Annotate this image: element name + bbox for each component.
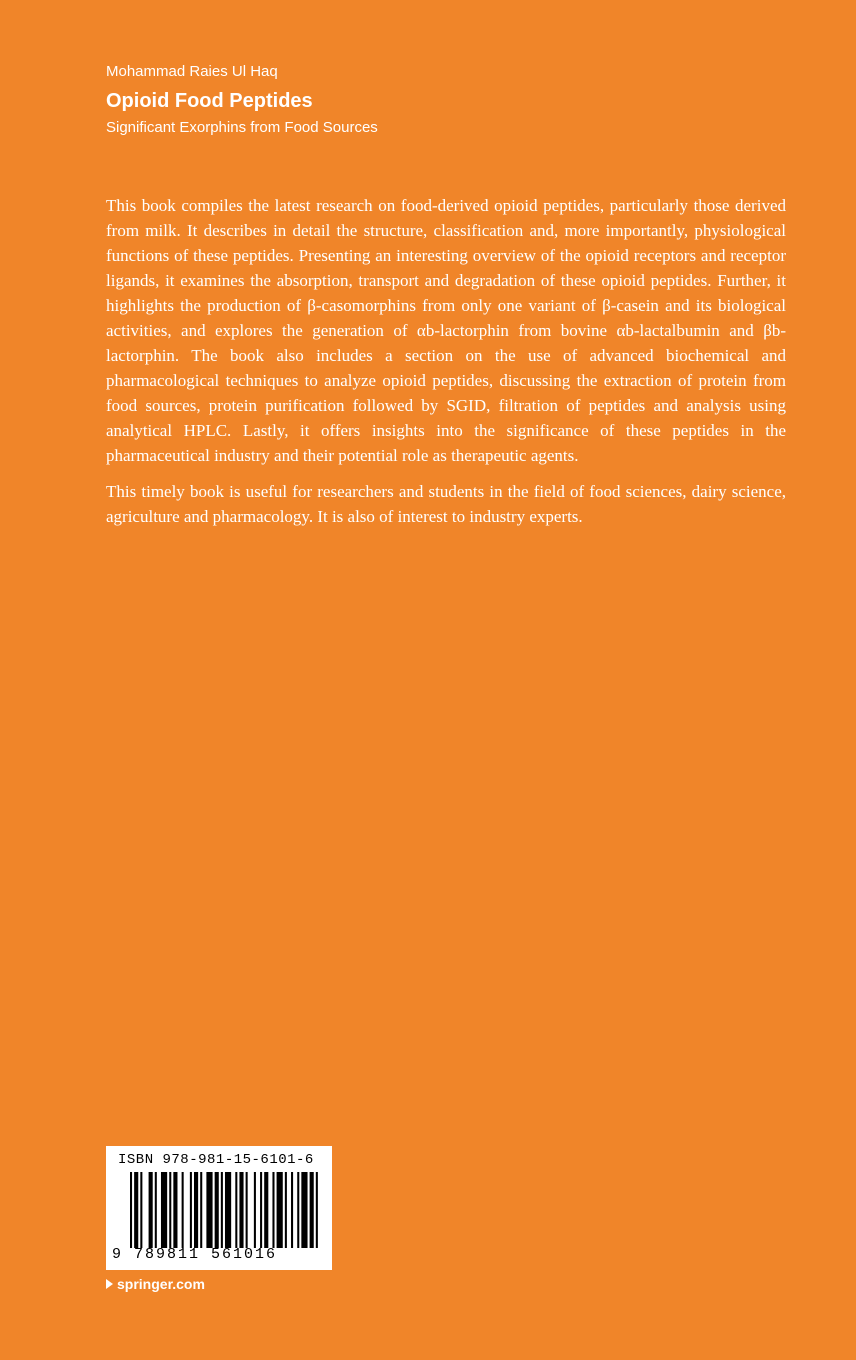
- barcode-bar: [297, 1172, 299, 1248]
- barcode-bar: [254, 1172, 256, 1248]
- barcode-number: 9 789811 561016: [112, 1246, 278, 1263]
- barcode-bar: [206, 1172, 212, 1248]
- barcode-bar: [161, 1172, 167, 1248]
- barcode-bar: [272, 1172, 274, 1248]
- book-description: [106, 193, 786, 540]
- barcode-bar: [182, 1172, 184, 1248]
- barcode-panel: [106, 1146, 332, 1270]
- barcode-bar: [301, 1172, 307, 1248]
- barcode-bar: [194, 1172, 198, 1248]
- barcode-bar: [239, 1172, 243, 1248]
- barcode-bar: [149, 1172, 153, 1248]
- barcode-bar: [285, 1172, 287, 1248]
- book-title: Opioid Food Peptides: [106, 90, 313, 112]
- barcode-icon: [130, 1172, 322, 1248]
- barcode-bar: [291, 1172, 293, 1248]
- cover-header: [106, 62, 786, 138]
- barcode-bar: [190, 1172, 192, 1248]
- isbn-label: ISBN 978-981-15-6101-6: [118, 1152, 314, 1168]
- barcode-bar: [316, 1172, 318, 1248]
- barcode-bar: [260, 1172, 262, 1248]
- book-subtitle: Significant Exorphins from Food Sources: [106, 119, 378, 136]
- barcode-bar: [134, 1172, 138, 1248]
- barcode-bar: [246, 1172, 248, 1248]
- publisher-website[interactable]: [106, 1276, 205, 1292]
- arrow-right-icon: [106, 1279, 113, 1289]
- barcode-bar: [200, 1172, 202, 1248]
- barcode-bar: [130, 1172, 132, 1248]
- barcode-bar: [173, 1172, 177, 1248]
- description-paragraph-1: This book compiles the latest research on food-derived opioid peptides, particularly those derived from milk. It describes in detail the structure, classification and, more importantly, physiological functions of these peptides. Presenting an interesting overview of the opioid receptors and receptor ligands, it examines the absorption, transport and degradation of these opioid peptides. Further, it highlights the production of β-casomorphins from only one variant of β-casein and its biological activities, and explores the generation of αb-lactorphin from bovine αb-lactalbumin and βb-lactorphin. The book also includes a section on the use of advanced biochemical and pharmacological techniques to analyze opioid peptides, discussing the extraction of protein from food sources, protein purification followed by SGID, filtration of peptides and analysis using analytical HPLC. Lastly, it offers insights into the significance of these peptides in the pharmaceutical industry and their potential role as therapeutic agents.: [106, 196, 786, 465]
- barcode-bar: [169, 1172, 171, 1248]
- description-paragraph-2: This timely book is useful for researchers and students in the field of food sciences, dairy science, agriculture and pharmacology. It is also of interest to industry experts.: [106, 482, 786, 526]
- author-name: Mohammad Raies Ul Haq: [106, 63, 278, 80]
- barcode-bar: [215, 1172, 219, 1248]
- barcode-bar: [155, 1172, 157, 1248]
- website-label: springer.com: [117, 1276, 205, 1292]
- barcode-bar: [225, 1172, 231, 1248]
- barcode-bar: [235, 1172, 237, 1248]
- barcode-bar: [140, 1172, 142, 1248]
- barcode-bar: [264, 1172, 268, 1248]
- barcode-bar: [277, 1172, 283, 1248]
- barcode-bar: [221, 1172, 223, 1248]
- barcode-bar: [310, 1172, 314, 1248]
